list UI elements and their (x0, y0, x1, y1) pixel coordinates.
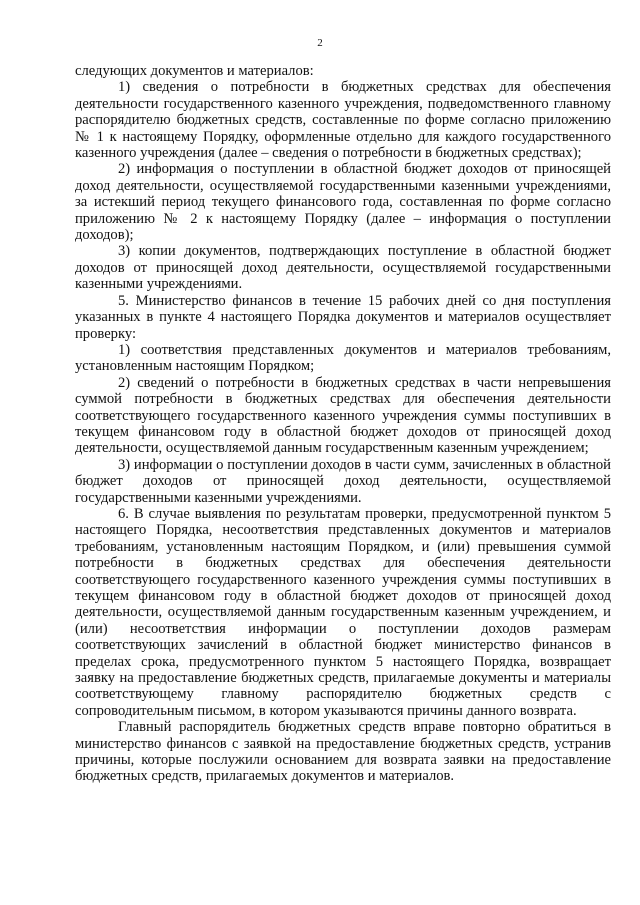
paragraph-check-3: 3) информации о поступлении доходов в части сумм, зачисленных в областной бюджет доходов от приносящей доход деятельности, осуществляемой государственными казенными учреждениями. (75, 456, 611, 506)
paragraph-intro: следующих документов и материалов: (75, 63, 314, 79)
paragraph-check-2: 2) сведений о потребности в бюджетных средствах в части непревышения суммой потребности в бюджетных средствах для обеспечения деятельности соответствующего государственного казенного учреждения суммы поступивших в текущем финансовом году в областной бюджет доходов от приносящей доход деятельности, осуществляемой данным государственным казенным учреждением; (75, 374, 611, 457)
paragraph-item-3-document-copies: 3) копии документов, подтверждающих поступление в областной бюджет доходов от приносящей доход деятельности, осуществляемой государственными казенными учреждениями. (75, 243, 611, 293)
paragraph-resubmission: Главный распорядитель бюджетных средств вправе повторно обратиться в министерство финансов с заявкой на предоставление бюджетных средств, устранив причины, которые послужили основанием для возврата заявки на предоставление бюджетных средств, прилагаемых документов и материалов. (75, 719, 611, 785)
paragraph-check-1: 1) соответствия представленных документов и материалов требованиям, установленным настоящим Порядком; (75, 341, 611, 375)
document-body (75, 63, 611, 785)
paragraph-item-1-needs-info: 1) сведения о потребности в бюджетных средствах для обеспечения деятельности государственного казенного учреждения, подведомственного главному распорядителю бюджетных средств, составленные по форме согласно приложению № 1 к настоящему Порядку, оформленные отдельно для каждого государственного казенного учреждения (далее – сведения о потребности в бюджетных средствах); (75, 79, 611, 162)
paragraph-item-2-income-info: 2) информация о поступлении в областной бюджет доходов от приносящей доход деятельности, осуществляемой государственными казенными учреждениями, за истекший период текущего финансового года, составленная по форме согласно приложению № 2 к настоящему Порядку (далее – информация о поступлении доходов); (75, 161, 611, 244)
paragraph-section-6: 6. В случае выявления по результатам проверки, предусмотренной пунктом 5 настоящего Порядка, несоответствия представленных документов и материалов требованиям, установленным настоящим Порядком, и (или) превышения суммой потребности в бюджетных средствах для обеспечения деятельности соответствующего государственного казенного учреждения суммы поступивших в текущем финансовом году в областной бюджет доходов от приносящей доход деятельности, осуществляемой данным государственным казенным учреждением, и (или) несоответствия информации о поступлении доходов размерам соответствующих зачислений в областной бюджет министерство финансов в пределах срока, предусмотренного пунктом 5 настоящего Порядка, возвращает заявку на предоставление бюджетных средств, прилагаемые документы и материалы соответствующему главному распорядителю бюджетных средств с сопроводительным письмом, в котором указываются причины данного возврата. (75, 505, 611, 719)
page-number: 2 (317, 37, 323, 49)
paragraph-section-5: 5. Министерство финансов в течение 15 рабочих дней со дня поступления указанных в пункте 4 настоящего Порядка документов и материалов осуществляет проверку: (75, 292, 611, 342)
